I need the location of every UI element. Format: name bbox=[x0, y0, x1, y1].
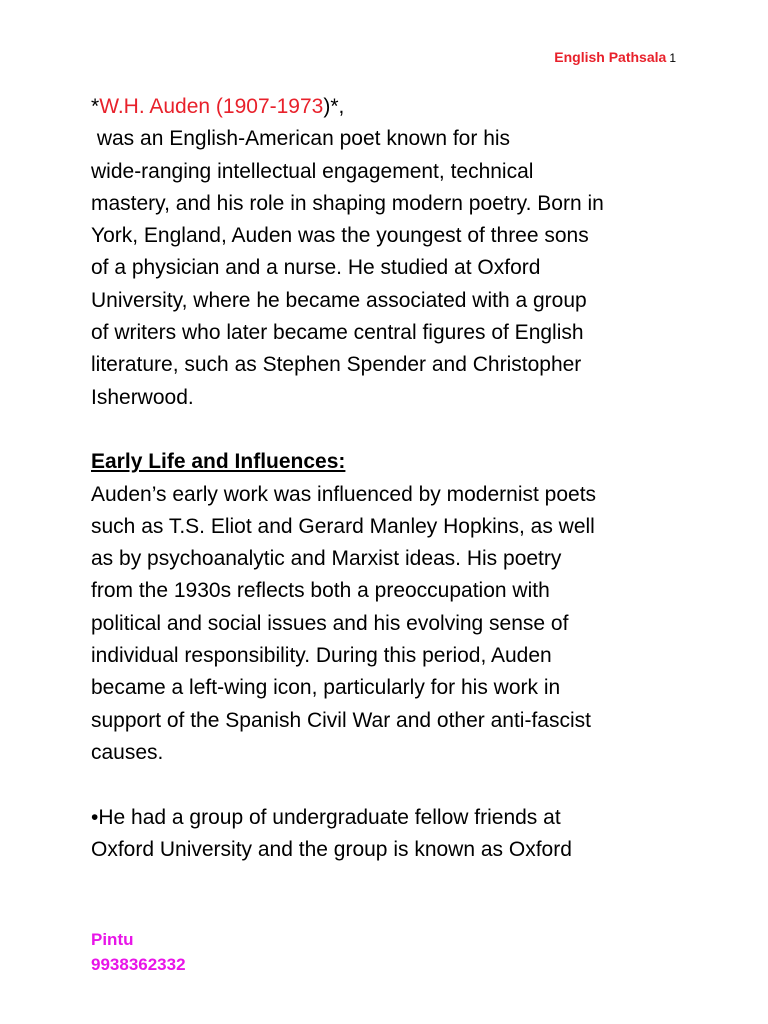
intro-line: of a physician and a nurse. He studied at Oxford bbox=[91, 256, 541, 280]
bullet-line: •He had a group of undergraduate fellow friends at bbox=[91, 805, 561, 829]
title-name: W.H. Auden (1907-1973 bbox=[99, 95, 324, 118]
page-header bbox=[554, 48, 676, 67]
section-paragraph bbox=[91, 479, 691, 770]
body-text bbox=[91, 91, 691, 866]
section-line: political and social issues and his evolving sense of bbox=[91, 611, 569, 635]
title-prefix: * bbox=[91, 95, 100, 118]
section-heading: Early Life and Influences: bbox=[91, 450, 346, 474]
section-line: Auden’s early work was influenced by modernist poets bbox=[91, 482, 597, 506]
bullet-paragraph bbox=[91, 802, 691, 867]
intro-line: Isherwood. bbox=[91, 385, 194, 409]
section-line: from the 1930s reflects both a preoccupation with bbox=[91, 579, 550, 603]
page-footer bbox=[91, 927, 186, 977]
bullet-line: Oxford University and the group is known as Oxford bbox=[91, 837, 572, 861]
document-title bbox=[91, 91, 691, 123]
footer-name: Pintu bbox=[91, 930, 134, 949]
intro-line: mastery, and his role in shaping modern poetry. Born in bbox=[91, 191, 604, 215]
section-line: support of the Spanish Civil War and other anti-fascist bbox=[91, 708, 591, 732]
section-line: such as T.S. Eliot and Gerard Manley Hopkins, as well bbox=[91, 514, 595, 538]
section-line: became a left-wing icon, particularly for his work in bbox=[91, 676, 561, 700]
paragraph-gap bbox=[91, 769, 691, 801]
section-line: causes. bbox=[91, 740, 164, 764]
intro-paragraph bbox=[91, 123, 691, 414]
section-line: individual responsibility. During this period, Auden bbox=[91, 644, 552, 668]
footer-phone: 9938362332 bbox=[91, 955, 186, 974]
intro-line: University, where he became associated with a group bbox=[91, 288, 587, 312]
intro-line: literature, such as Stephen Spender and Christopher bbox=[91, 353, 582, 377]
intro-line: of writers who later became central figures of English bbox=[91, 321, 584, 345]
intro-line: York, England, Auden was the youngest of three sons bbox=[91, 224, 589, 248]
intro-line: was an English-American poet known for his bbox=[91, 127, 511, 151]
page-number: 1 bbox=[669, 51, 676, 65]
paragraph-gap bbox=[91, 414, 691, 446]
title-suffix: )*, bbox=[323, 95, 345, 118]
section-line: as by psychoanalytic and Marxist ideas. His poetry bbox=[91, 547, 562, 571]
header-brand: English Pathsala bbox=[554, 49, 667, 65]
intro-line: wide-ranging intellectual engagement, technical bbox=[91, 159, 534, 183]
